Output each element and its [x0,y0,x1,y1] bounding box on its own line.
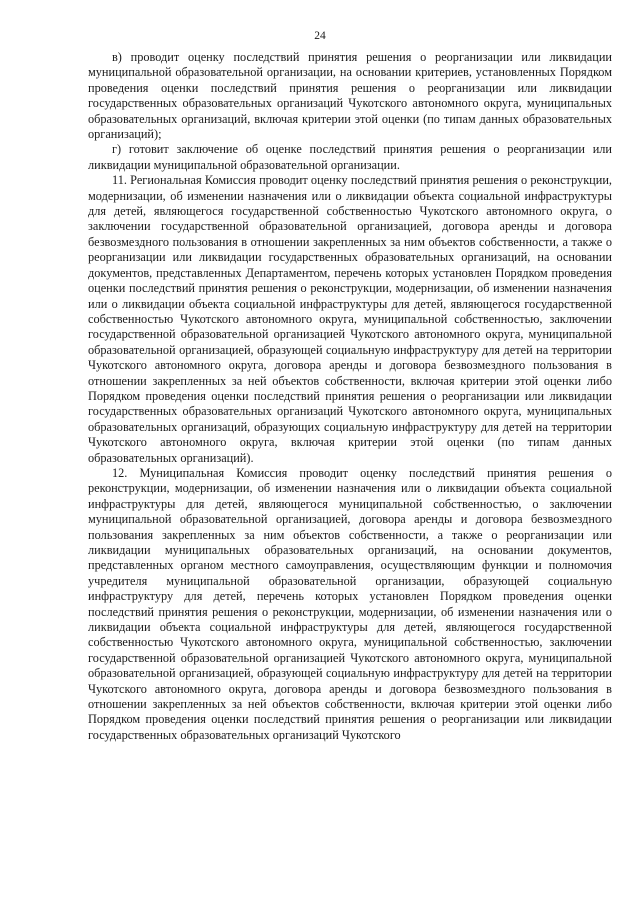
page-number: 24 [314,30,326,42]
document-body [88,50,612,743]
paragraph-item-v: в) проводит оценку последствий принятия решения о реорганизации или ликвидации муниципальной образовательной организации, на основании критериев, установленных Порядком проведения оценки последствий принятия решения о реорганизации или ликвидации государственных образовательных организаций Чукотского автономного округа, муниципальных образовательных организаций, включая критерии этой оценки (по типам данных образовательных организаций); [88,50,612,142]
paragraph-section-11: 11. Региональная Комиссия проводит оценку последствий принятия решения о реконструкции, модернизации, об изменении назначения или о ликвидации объекта социальной инфраструктуры для детей, являющегося государственной собственностью Чукотского автономного округа, о заключении государственной образовательной организацией, договора аренды и договора безвозмездного пользования в отношении закрепленных за ним объектов собственности, а также о реорганизации или ликвидации государственных образовательных организаций, на основании документов, представленных Департаментом, перечень которых установлен Порядком проведения оценки последствий принятия решения о реконструкции, модернизации, об изменении назначения или о ликвидации объекта социальной инфраструктуры для детей, являющегося государственной собственностью Чукотского автономного округа, муниципальной собственностью, заключении государственной образовательной организацией Чукотского автономного округа, муниципальной образовательной организацией, образующей социальную инфраструктуру для детей на территории Чукотского автономного округа, договора аренды и договора безвозмездного пользования в отношении закрепленных за ней объектов собственности, включая критерии этой оценки либо Порядком проведения оценки последствий принятия решения о реорганизации или ликвидации государственных образовательных организаций Чукотского автономного округа, муниципальных образовательных организаций, образующих социальную инфраструктуру для детей на территории Чукотского автономного округа, включая критерии этой оценки (по типам данных образовательных организаций). [88,173,612,465]
paragraph-item-g: г) готовит заключение об оценке последствий принятия решения о реорганизации или ликвидации муниципальной образовательной организации. [88,142,612,172]
paragraph-section-12: 12. Муниципальная Комиссия проводит оценку последствий принятия решения о реконструкции, модернизации, об изменении назначения или о ликвидации объекта социальной инфраструктуры для детей, являющегося муниципальной собственностью, о заключении муниципальной образовательной организацией, договора аренды и договора безвозмездного пользования закрепленных за ним объектов собственности, а также о реорганизации или ликвидации муниципальных образовательных организаций, на основании документов, представленных органом местного самоуправления, осуществляющим функции и полномочия учредителя муниципальной образовательной организации, образующей социальную инфраструктуру для детей, перечень которых установлен Порядком проведения оценки последствий принятия решения о реконструкции, модернизации, об изменении назначения или о ликвидации объекта социальной инфраструктуры для детей, являющегося государственной собственностью Чукотского автономного округа, муниципальной собственностью, заключении государственной образовательной организацией Чукотского автономного округа, муниципальной образовательной организацией, образующей социальную инфраструктуру для детей на территории Чукотского автономного округа, договора аренды и договора безвозмездного пользования в отношении закрепленных за ней объектов собственности, включая критерии этой оценки либо Порядком проведения оценки последствий принятия решения о реорганизации или ликвидации государственных образовательных организаций Чукотского [88,465,612,742]
